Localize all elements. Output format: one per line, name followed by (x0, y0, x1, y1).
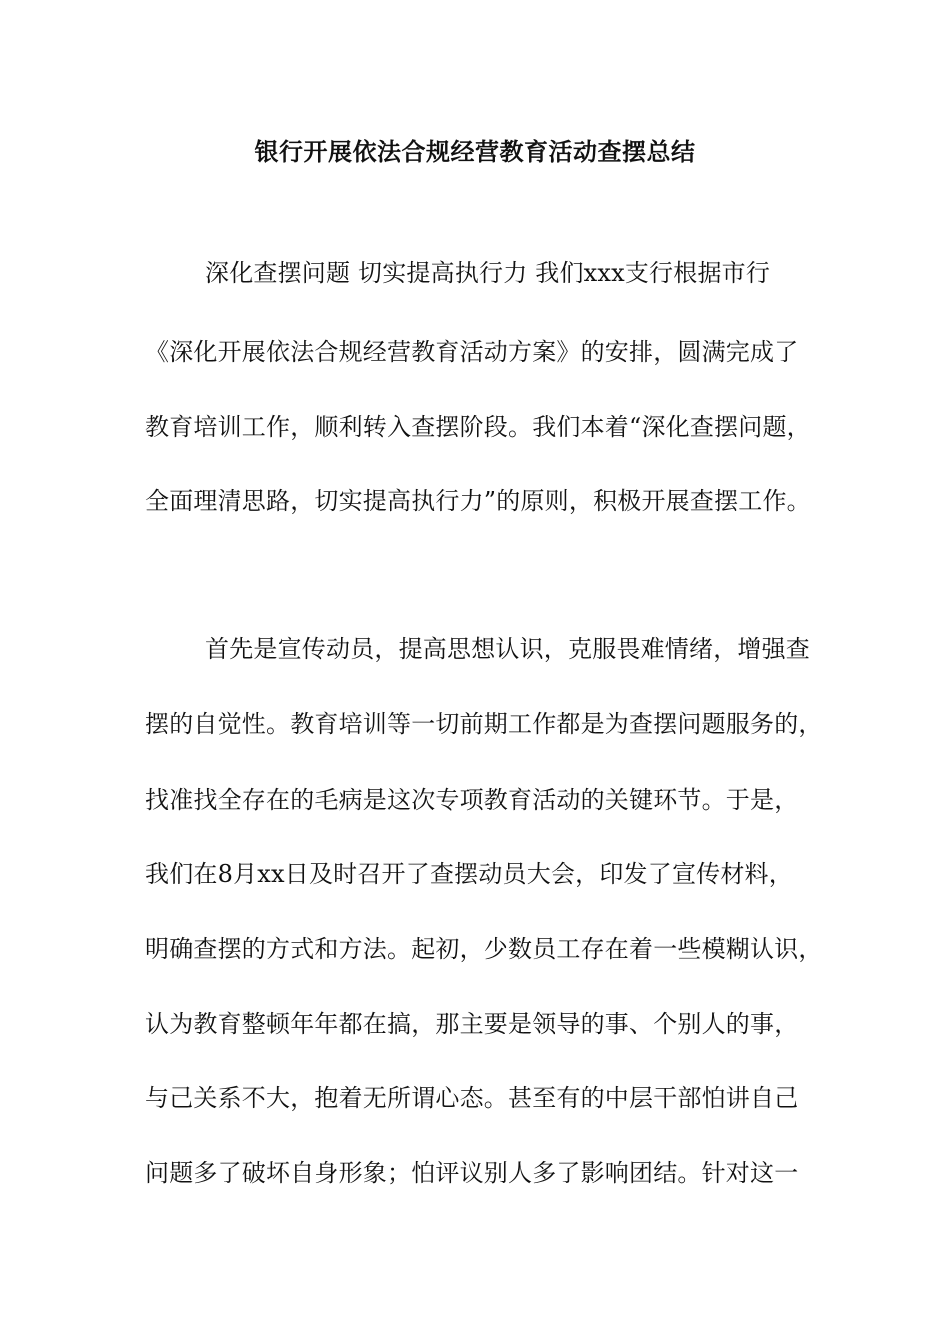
paragraph-2-line-1: 首先是宣传动员，提高思想认识，克服畏难情绪，增强查 (205, 635, 810, 663)
paragraph-2-line-5: 明确查摆的方式和方法。起初，少数员工存在着一些模糊认识， (145, 935, 823, 963)
paragraph-1-line-3: 教育培训工作，顺利转入查摆阶段。我们本着“深化查摆问题， (145, 413, 811, 441)
paragraph-2-line-8: 问题多了破坏自身形象；怕评议别人多了影响团结。针对这一 (145, 1159, 799, 1187)
paragraph-2-line-6: 认为教育整顿年年都在搞，那主要是领导的事、个别人的事， (145, 1010, 799, 1038)
document-title: 银行开展依法合规经营教育活动查摆总结 (254, 138, 696, 166)
paragraph-1-line-2: 《深化开展依法合规经营教育活动方案》的安排，圆满完成了 (145, 338, 799, 366)
paragraph-1-line-1: 深化查摆问题 切实提高执行力 我们xxx支行根据市行 (205, 259, 771, 287)
paragraph-2-line-3: 找准找全存在的毛病是这次专项教育活动的关键环节。于是， (145, 786, 799, 814)
paragraph-2-line-7: 与己关系不大，抱着无所谓心态。甚至有的中层干部怕讲自己 (145, 1084, 799, 1112)
paragraph-2-line-4: 我们在8月xx日及时召开了查摆动员大会，印发了宣传材料， (145, 860, 793, 888)
paragraph-2-line-2: 摆的自觉性。教育培训等一切前期工作都是为查摆问题服务的， (145, 710, 823, 738)
paragraph-1-line-4: 全面理清思路，切实提高执行力”的原则，积极开展查摆工作。 (145, 487, 811, 515)
